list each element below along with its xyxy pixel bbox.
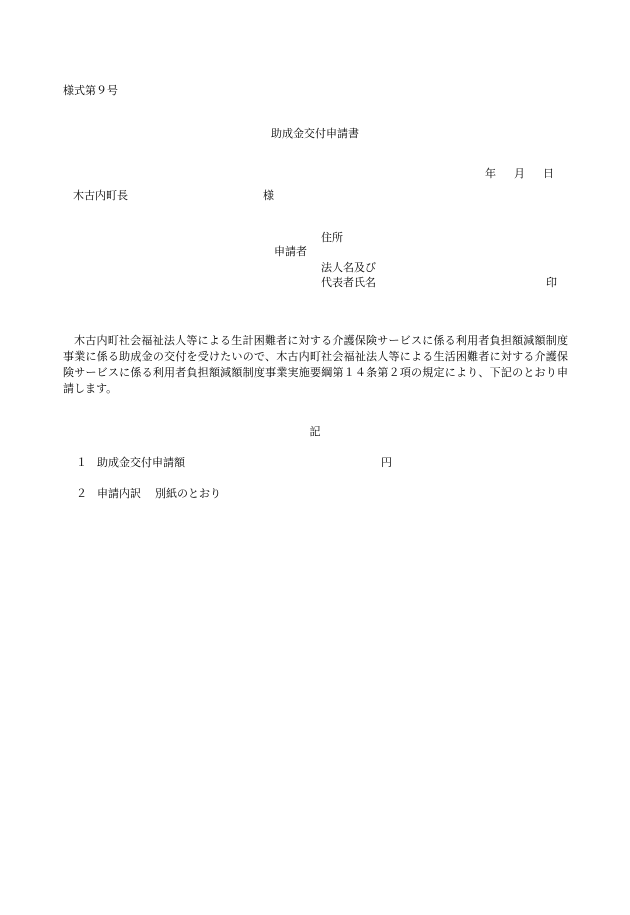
- item-number-1: １: [76, 456, 87, 469]
- date-month-label: 月: [514, 167, 525, 180]
- item-unit-yen: 円: [381, 456, 392, 469]
- applicant-address-label: 住所: [321, 231, 343, 244]
- seal-label: 印: [546, 276, 557, 289]
- ki-heading: 記: [309, 425, 321, 438]
- date-day-label: 日: [543, 167, 554, 180]
- date-line: [478, 157, 554, 179]
- addressee: [63, 190, 293, 223]
- applicant-representative-label: 代表者氏名: [321, 276, 376, 289]
- applicant-label: 申請者: [274, 245, 307, 258]
- addressee-honorific: 様: [263, 189, 274, 202]
- form-number: 様式第９号: [63, 84, 118, 97]
- item-label-1: 助成金交付申請額: [97, 456, 185, 469]
- application-body-text: 木古内町社会福祉法人等による生計困難者に対する介護保険サービスに係る利用者負担額減額制度事業に係る助成金の交付を受けたいので、木古内町社会福祉法人等による生活困難者に対する介護保険サービスに係る利用者負担額減額制度事業実施要綱第１４条第２項の規定により、下記のとおり申請します。: [63, 334, 568, 395]
- item-label-2: 申請内訳: [97, 487, 141, 500]
- addressee-name: 木古内町長: [73, 189, 128, 202]
- item-value-2: 別紙のとおり: [155, 487, 221, 500]
- date-year-label: 年: [485, 167, 496, 180]
- document-title: 助成金交付申請書: [271, 127, 359, 140]
- item-number-2: ２: [76, 487, 87, 500]
- applicant-corp-name-label: 法人名及び: [321, 261, 376, 274]
